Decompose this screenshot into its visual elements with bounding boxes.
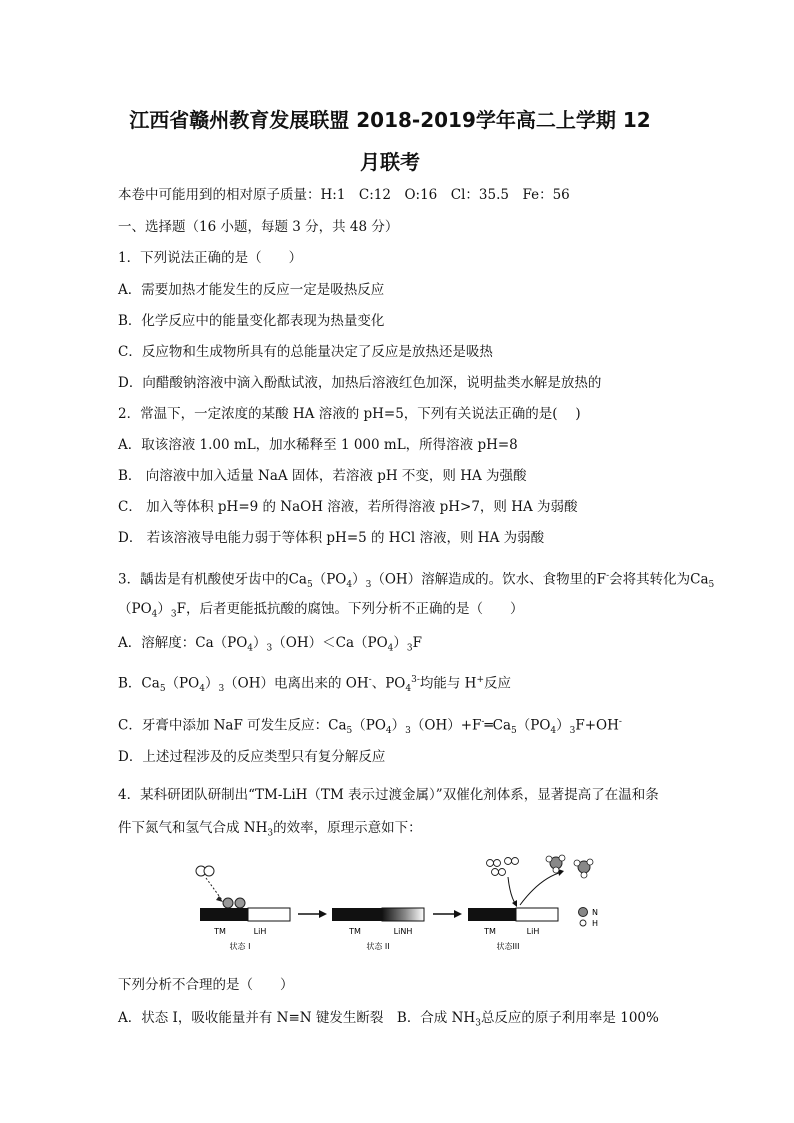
lih-block [516, 908, 558, 921]
q2-option-d: D． 若该溶液导电能力弱于等体积 pH=5 的 HCl 溶液，则 HA 为弱酸 [118, 530, 545, 546]
q2-option-b: B． 向溶液中加入适量 NaA 固体，若溶液 pH 不变，则 HA 为强酸 [118, 468, 527, 484]
h2-adsorb-arrow-head [512, 900, 517, 907]
nh3-h-atom [587, 859, 593, 865]
legend-n-label: N [592, 908, 598, 917]
q3-stem-text: 3．龋齿是有机酸使牙齿中的 [118, 571, 289, 588]
arrow-1 [298, 910, 327, 918]
q1-option-a: A．需要加热才能发生的反应一定是吸热反应 [118, 282, 385, 298]
adsorbed-n-atom [235, 898, 245, 908]
process-arrow-head [454, 910, 462, 918]
formula-ca: Ca [288, 571, 307, 588]
h2-atom [505, 858, 512, 865]
q3-stem-line-2: $(PO_4)_3F$，后者更能抵抗酸的腐蚀。下列分析不正确的是（ ） [118, 601, 524, 620]
n2-molecule-atom [204, 866, 214, 876]
q2-option-a: A．取该溶液 1.00 mL，加水稀释至 1 000 mL，所得溶液 pH=8 [118, 437, 518, 453]
state-2-label: 状态 II [366, 942, 390, 951]
q3-stem-line-1: 3．龋齿是有机酸使牙齿中的$Ca_5(PO_4)_3(OH)$溶解造成的。饮水、食物里的F-会将其转化为$Ca_5$ [118, 571, 715, 591]
section-heading: 一、选择题（16 小题，每题 3 分，共 48 分） [118, 219, 399, 235]
tm-label: TM [214, 927, 226, 936]
nh3-release-arrow [520, 872, 562, 905]
nh3-h-atom [559, 855, 565, 861]
tm-block [468, 908, 516, 921]
legend-h-label: H [592, 919, 599, 928]
hydrogen-legend-icon [580, 920, 586, 926]
state-3 [468, 855, 593, 951]
arrow-2 [433, 910, 462, 918]
q3-option-b: B．$Ca_5(PO_4)_3(OH)$电离出来的 OH-、$PO_4^{3-}$均能与 H+反应 [118, 675, 511, 695]
q3-option-d: D．上述过程涉及的反应类型只有复分解反应 [118, 749, 386, 765]
exam-title-line-1: 江西省赣州教育发展联盟 2018-2019学年高二上学期 12 [129, 108, 651, 132]
h2-adsorb-arrow [508, 877, 516, 905]
tm-label: TM [349, 927, 361, 936]
adsorption-arrow-head [216, 896, 223, 902]
adsorbed-n-atom [223, 898, 233, 908]
nh3-h-atom [581, 872, 587, 878]
catalyst-mechanism-diagram [190, 850, 620, 960]
h2-atom [492, 869, 499, 876]
state-3-label: 状态III [496, 942, 520, 951]
q2-stem: 2．常温下，一定浓度的某酸 HA 溶液的 pH=5，下列有关说法正确的是( ) [118, 406, 581, 422]
legend [579, 908, 599, 929]
adsorption-arrow [206, 878, 222, 900]
h2-atom [487, 860, 494, 867]
tm-block [200, 908, 248, 921]
q1-option-c: C．反应物和生成物所具有的总能量决定了反应是放热还是吸热 [118, 344, 493, 360]
q2-option-c: C． 加入等体积 pH=9 的 NaOH 溶液，若所得溶液 pH>7，则 HA 为弱酸 [118, 499, 578, 515]
state-1 [196, 866, 290, 951]
q4-stem-line-1: 4．某科研团队研制出“TM-LiH（TM 表示过渡金属）”双催化剂体系，显著提高了在温和条 [118, 787, 659, 803]
atomic-mass-note: 本卷中可能用到的相对原子质量：H:1 C:12 O:16 Cl：35.5 Fe：56 [118, 187, 570, 203]
q4-stem-line-2: 件下氮气和氢气合成 $NH_3$的效率，原理示意如下： [118, 820, 422, 839]
h2-atom [499, 869, 506, 876]
exam-title-line-2: 月联考 [360, 150, 420, 174]
q1-stem: 1．下列说法正确的是（ ） [118, 250, 303, 266]
q4-options-ab: A．状态 I，吸收能量并有 N≡N 键发生断裂 B．合成 $NH_3$总反应的原子利用率是 100% [118, 1010, 659, 1029]
q3-option-a: A．溶解度：$Ca(PO_4)_3(OH)<Ca(PO_4)_3F$ [118, 635, 422, 654]
q3-option-c: C．牙膏中添加 NaF 可发生反应：$Ca_5(PO_4)_3(OH)+F^-═Ca_5(PO_4)_3F+OH^-$ [118, 717, 622, 737]
nh3-h-atom [546, 856, 552, 862]
nh3-h-atom [574, 860, 580, 866]
process-arrow-head [319, 910, 327, 918]
linh-label: LiNH [393, 927, 413, 936]
lih-label: LiH [253, 927, 267, 936]
h2-atom [494, 860, 501, 867]
h2-atom [512, 858, 519, 865]
linh-block [382, 908, 424, 921]
tm-block [332, 908, 382, 921]
q4-follow-up: 下列分析不合理的是（ ） [118, 977, 294, 993]
lih-label: LiH [526, 927, 540, 936]
nh3-h-atom [553, 867, 559, 873]
state-2 [332, 908, 424, 951]
state-1-label: 状态 I [229, 942, 251, 951]
tm-label: TM [484, 927, 496, 936]
nitrogen-legend-icon [579, 908, 588, 917]
q1-option-d: D．向醋酸钠溶液中滴入酚酞试液，加热后溶液红色加深，说明盐类水解是放热的 [118, 375, 602, 391]
lih-block [248, 908, 290, 921]
q1-option-b: B．化学反应中的能量变化都表现为热量变化 [118, 313, 385, 329]
